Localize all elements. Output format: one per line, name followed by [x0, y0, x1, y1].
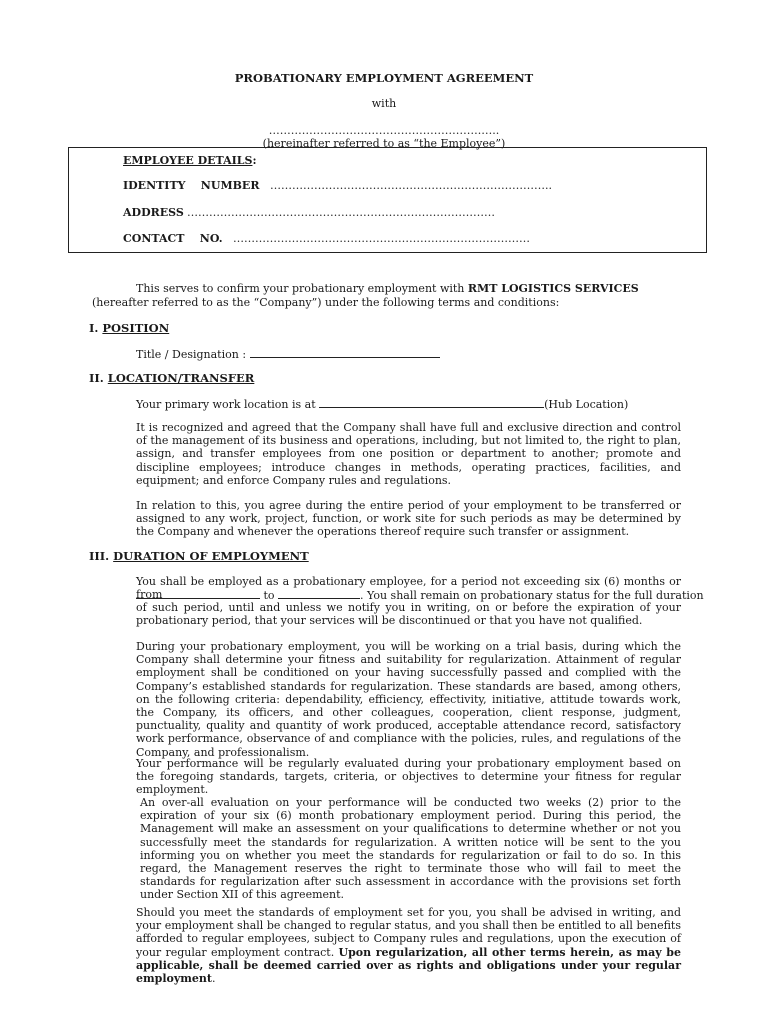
address-label: ADDRESS	[123, 206, 184, 219]
duration-line-1: You shall be employed as a probationary employee, for a period not exceeding six (6) months or from	[136, 575, 681, 602]
address-dots: …………………………………………………………………………	[187, 206, 495, 219]
regularization-period: .	[211, 972, 216, 986]
work-location-field	[136, 397, 628, 411]
section-2-title: LOCATION/TRANSFER	[107, 371, 255, 385]
duration-paragraph-3: Your performance will be regularly evaluated during your probationary employment based on the foregoing standards, targets, criteria, or objectives to determine your fitness for regular employment.	[136, 757, 681, 797]
intro-line-2: (hereafter referred to as the “Company”) under the following terms and conditions:	[92, 296, 560, 309]
with-text: with	[371, 97, 397, 110]
duration-paragraph-2: During your probationary employment, you will be working on a trial basis, during which the Company shall determine your fitness and suitability for regularization. Attainment of regular employment shall be conditioned on your having successfully passed and complied with the Company’s established standards for regularization. These standards are based, among others, on the following criteria: dependability, efficiency, effectivity, initiative, attitude towards work, the Company, its officers, and other colleagues, cooperation, client response, judgment, punctuality, quality and quantity of work produced, acceptable attendance record, satisfactory work performance, observance of and compliance with the policies, rules, and regulations of the Company, and professionalism.	[136, 640, 681, 759]
hub-location-label: (Hub Location)	[544, 398, 629, 411]
duration-paragraph-1-rest: of such period, until and unless we notify you in writing, on or before the expiration of your probationary period, that your services will be discontinued or that you have not qualified.	[136, 601, 681, 628]
location-paragraph-1: It is recognized and agreed that the Company shall have full and exclusive direction and control of the management of its business and operations, including, but not limited to, the right to plan, assign, and transfer employees from one position or department to another; promote and discipline employees; introduce changes in methods, operating practices, facilities, and equipment; and enforce Company rules and regulations.	[136, 421, 681, 487]
section-1-title: POSITION	[102, 321, 170, 335]
employee-details-colon: :	[252, 154, 257, 167]
duration-paragraph-5	[136, 906, 681, 985]
section-2-number: II.	[89, 371, 108, 385]
work-location-label: Your primary work location is at	[136, 398, 320, 411]
company-name: RMT LOGISTICS SERVICES	[467, 282, 639, 295]
section-3-title: DURATION OF EMPLOYMENT	[113, 549, 309, 563]
designation-blank	[250, 347, 440, 358]
intro-lead: This serves to confirm your probationary employment with	[136, 282, 468, 295]
designation-label: Title / Designation :	[136, 348, 250, 361]
regularization-text: Should you meet the standards of employment set for you, you shall be advised in writing, and your employment shall be changed to regular status, and you shall then be entitled to all benefits afforded to regular employees, subject to Company rules and regulations, upon the execution of your regular employment contract.	[136, 906, 681, 959]
duration-paragraph-4: An over-all evaluation on your performance will be conducted two weeks (2) prior to the expiration of your six (6) month probationary employment period. During this period, the Management will make an assessment on your qualifications to determine whether or not you successfully meet the standards for regularization. A written notice will be sent to the you informing you on whether you meet the standards for regularization or fail to do so. In this regard, the Management reserves the right to terminate those who will fail to meet the standards for regularization after such assessment in accordance with the provisions set forth under Section XII of this agreement.	[140, 796, 681, 902]
duration-line-2-text: . You shall remain on probationary status for the full duration	[360, 589, 704, 602]
section-2-heading	[89, 371, 254, 385]
to-text: to	[260, 589, 279, 602]
identity-number-dots: …………………………………………………………………..	[270, 179, 552, 192]
section-3-number: III.	[89, 549, 114, 563]
section-3-heading	[89, 549, 309, 563]
contact-no-label: CONTACT NO.	[123, 232, 223, 245]
employee-reference: (hereinafter referred to as “the Employee”)	[262, 137, 506, 150]
regularization-bold-text: Upon regularization, all other terms herein, as may be applicable, shall be deemed carried over as rights and obligations under your regular employment	[136, 945, 681, 986]
end-date-blank	[278, 588, 360, 599]
employee-details-label: EMPLOYEE DETAILS	[123, 154, 253, 167]
start-date-blank	[136, 588, 260, 599]
work-location-blank	[319, 397, 544, 408]
intro-line-1	[136, 282, 639, 295]
location-paragraph-2: In relation to this, you agree during the entire period of your employment to be transferred or assigned to any work, project, function, or work site for such periods as may be determined by the Company and whenever the operations thereof require such transfer or assignment.	[136, 499, 681, 539]
employee-name-dots: ………………………………………………….…..	[268, 124, 500, 137]
section-1-number: I.	[89, 321, 103, 335]
section-1-heading	[89, 321, 169, 335]
designation-field	[136, 347, 440, 361]
document-title: PROBATIONARY EMPLOYMENT AGREEMENT	[234, 71, 534, 85]
employee-details-heading	[123, 154, 257, 167]
contact-no-dots: ………………………………………………………………………	[233, 232, 530, 245]
identity-number-label: IDENTITY NUMBER	[123, 179, 260, 192]
